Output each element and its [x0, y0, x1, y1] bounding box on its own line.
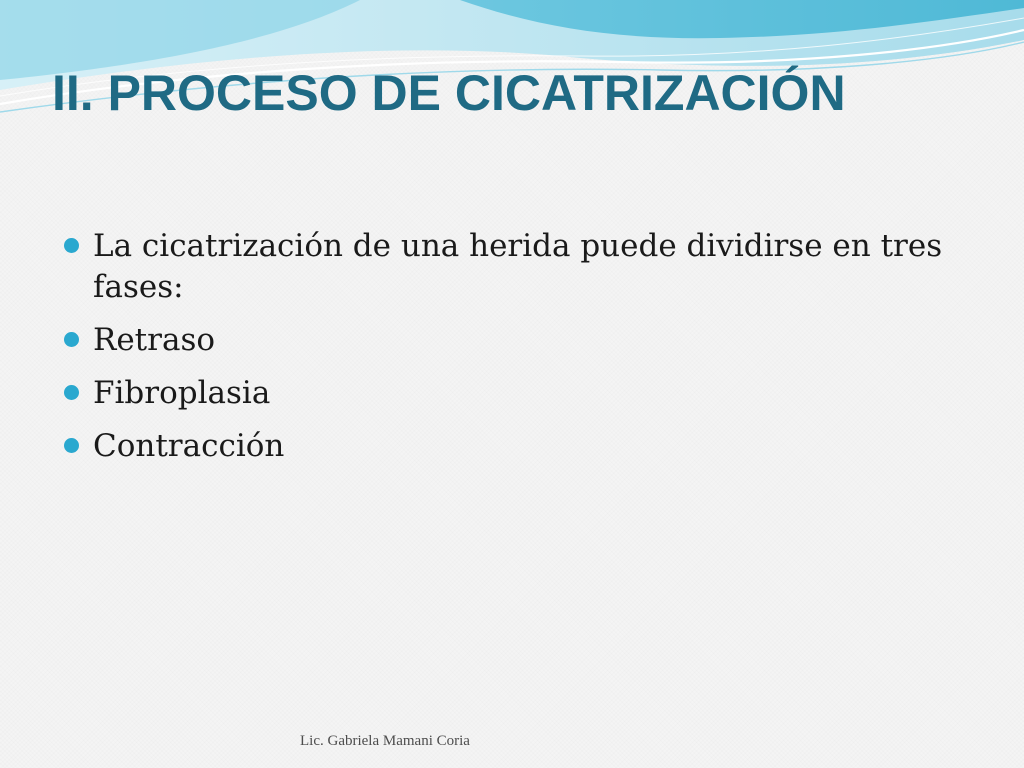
bullet-dot-icon: [64, 385, 79, 400]
slide-title: II. PROCESO DE CICATRIZACIÓN: [52, 65, 846, 121]
bullet-dot-icon: [64, 438, 79, 453]
bullet-text: Contracción: [93, 428, 285, 464]
bullet-item: [64, 426, 944, 467]
bullet-list: [64, 226, 944, 479]
bullet-text: Fibroplasia: [93, 375, 271, 411]
bullet-dot-icon: [64, 332, 79, 347]
bullet-dot-icon: [64, 238, 79, 253]
bullet-item: [64, 373, 944, 414]
bullet-text: Retraso: [93, 322, 216, 358]
bullet-item: [64, 226, 944, 308]
bullet-item: [64, 320, 944, 361]
bullet-text: La cicatrización de una herida puede dividirse en tres fases:: [93, 228, 943, 305]
footer-author: Lic. Gabriela Mamani Coria: [300, 733, 470, 749]
